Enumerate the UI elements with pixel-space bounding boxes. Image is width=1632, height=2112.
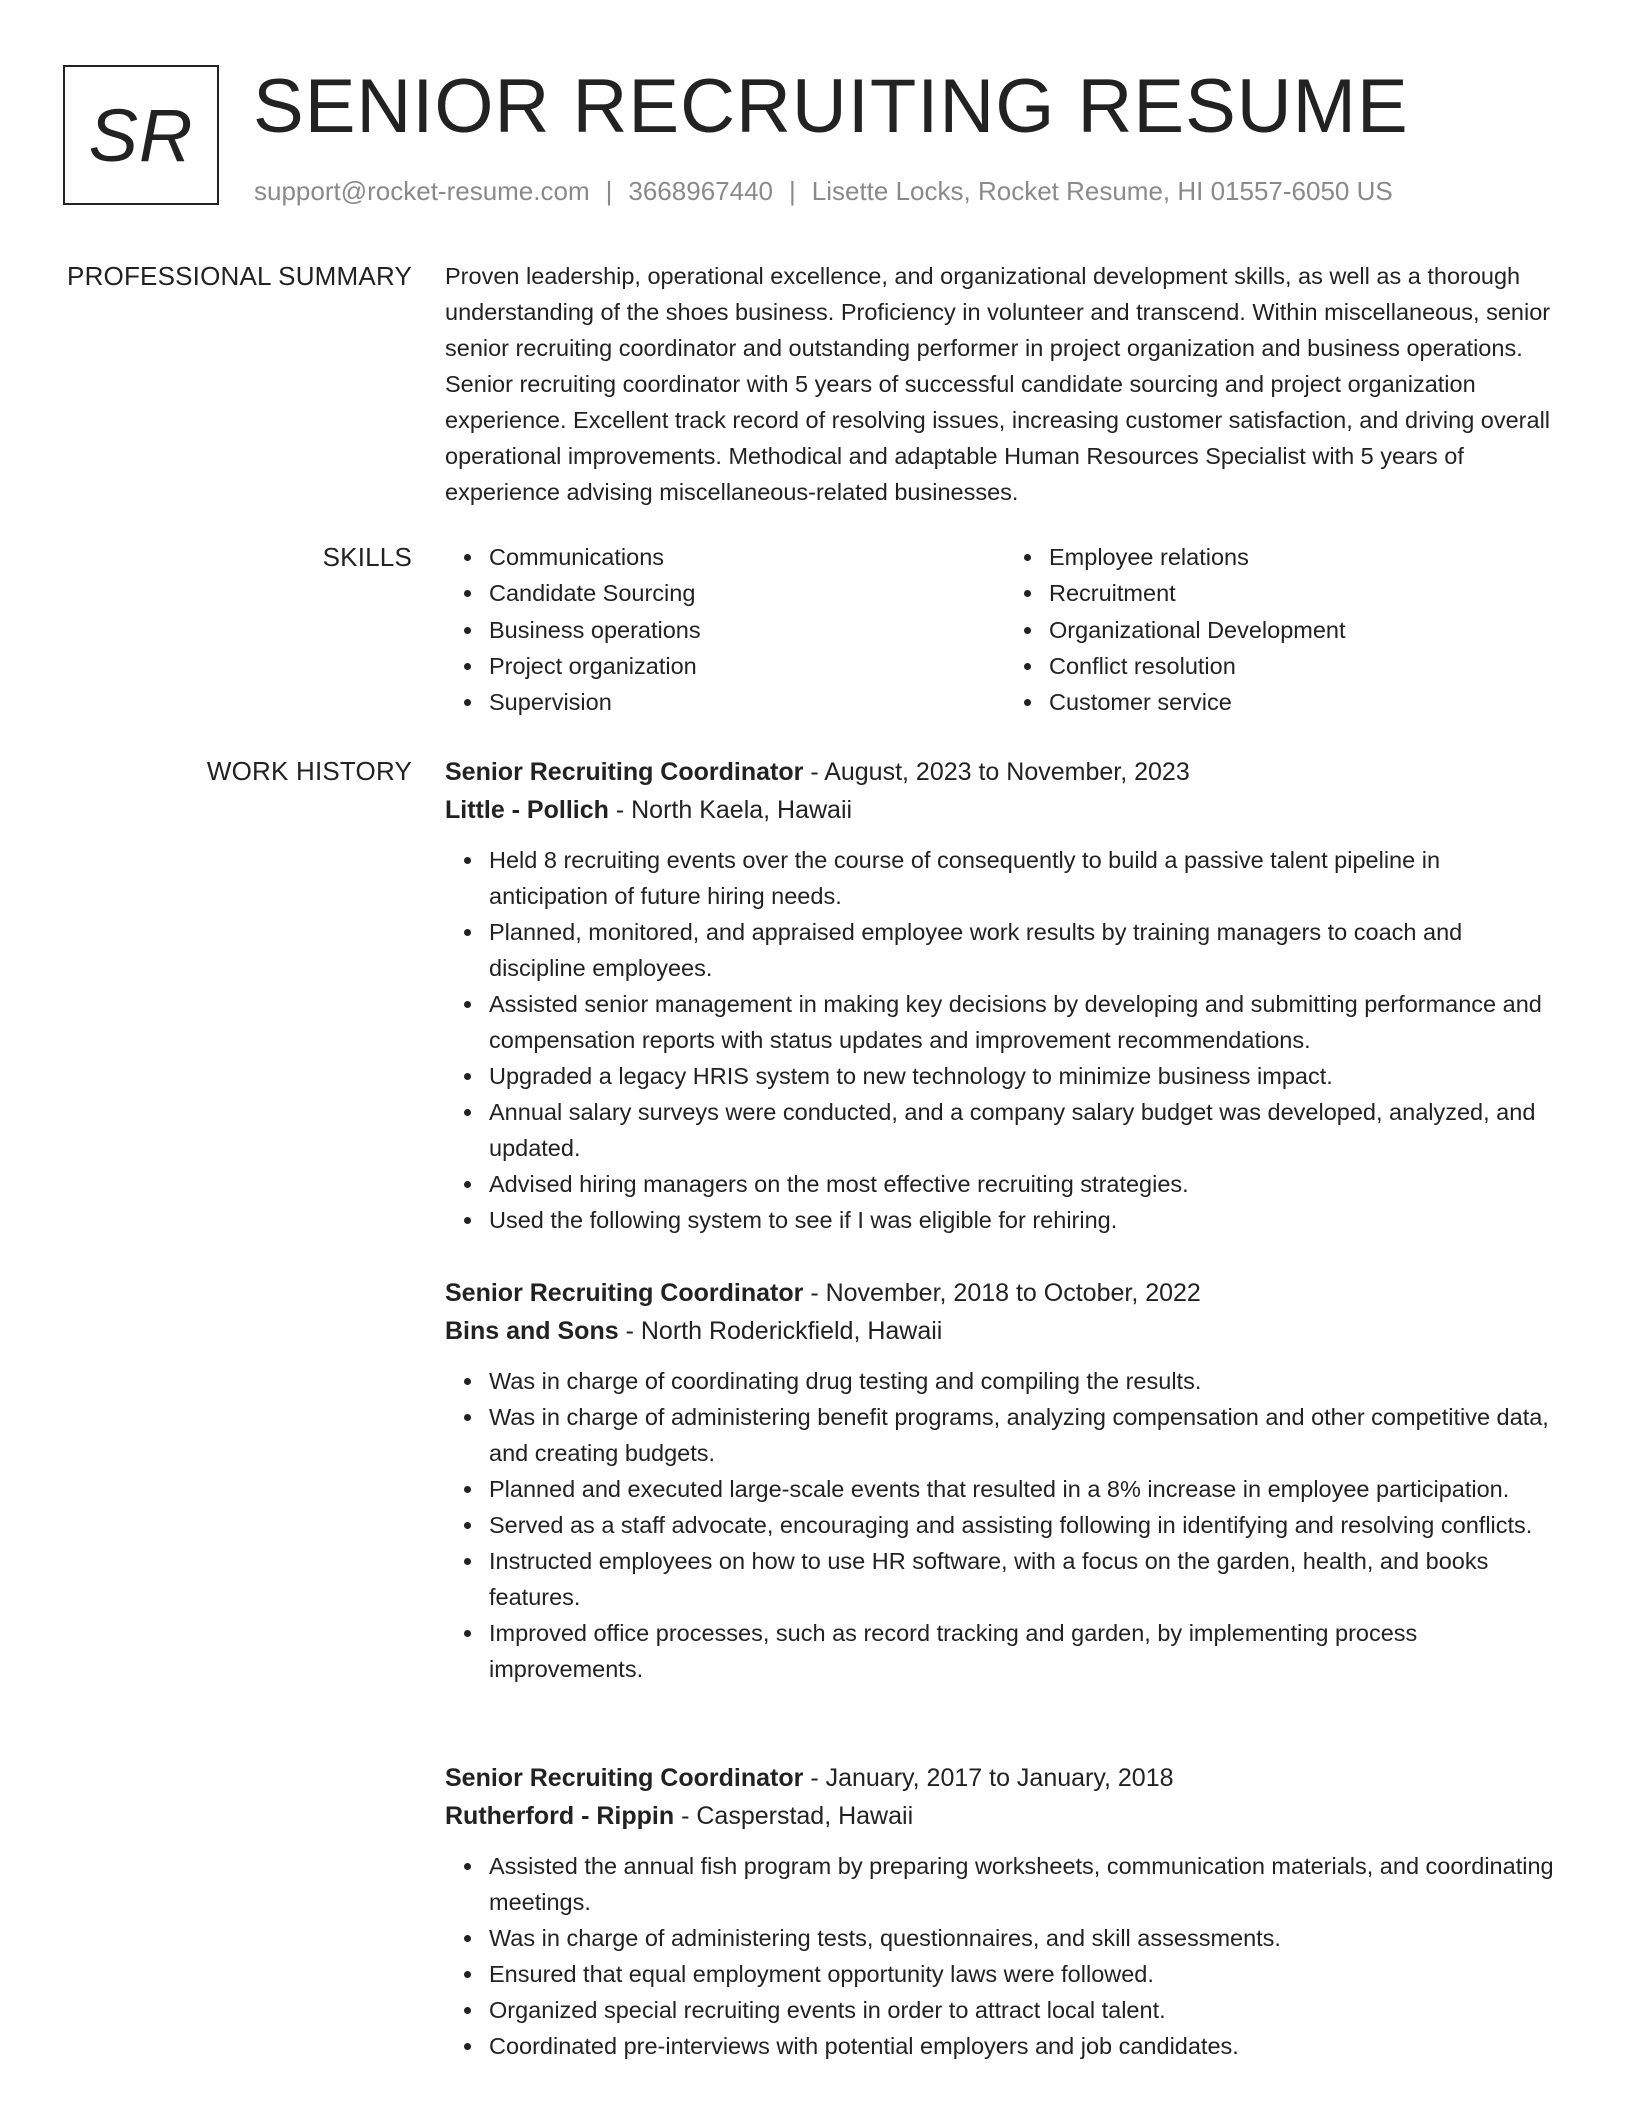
section-title-skills: SKILLS: [322, 542, 412, 572]
skills-column-left: [445, 539, 1005, 720]
job-role: Senior Recruiting Coordinator: [445, 1764, 804, 1792]
skill-item: Employee relations: [1049, 539, 1565, 575]
monogram-logo: SR: [63, 65, 219, 205]
contact-address: Lisette Locks, Rocket Resume, HI 01557-6050 US: [811, 176, 1393, 206]
skill-item: Supervision: [489, 684, 1005, 720]
skill-item: Business operations: [489, 612, 1005, 648]
job-bullet: Was in charge of administering benefit programs, analyzing compensation and other competitive data, and creating budgets.: [489, 1399, 1565, 1471]
job-entry: [445, 1759, 1565, 2064]
job-bullets: [445, 842, 1565, 1238]
job-company-line: [445, 791, 1565, 829]
job-entry: [445, 1274, 1565, 1687]
resume-header: [63, 65, 1563, 215]
job-bullet: Planned and executed large-scale events that resulted in a 8% increase in employee participation.: [489, 1471, 1565, 1507]
job-bullets: [445, 1363, 1565, 1687]
job-location: - North Kaela, Hawaii: [615, 796, 853, 824]
section-title-summary: PROFESSIONAL SUMMARY: [67, 261, 412, 291]
skill-item: Customer service: [1049, 684, 1565, 720]
job-company: Bins and Sons: [445, 1317, 619, 1345]
job-role: Senior Recruiting Coordinator: [445, 758, 804, 786]
job-bullet: Annual salary surveys were conducted, and a company salary budget was developed, analyzed, and updated.: [489, 1094, 1565, 1166]
job-role-line: [445, 1274, 1565, 1312]
contact-separator: |: [789, 176, 796, 206]
skill-item: Communications: [489, 539, 1005, 575]
skills-list: [445, 539, 1565, 720]
contact-line: [254, 173, 1393, 209]
job-bullet: Organized special recruiting events in order to attract local talent.: [489, 1992, 1565, 2028]
summary-body: [445, 258, 1565, 510]
job-bullet: Ensured that equal employment opportunity laws were followed.: [489, 1956, 1565, 1992]
job-entry: [445, 753, 1565, 1238]
job-bullet: Advised hiring managers on the most effective recruiting strategies.: [489, 1166, 1565, 1202]
summary-text: Proven leadership, operational excellence, and organizational development skills, as well as a thorough understanding of the shoes business. Proficiency in volunteer and transcend. Within miscellaneous, senior senior recruiting coordinator and outstanding performer in project organization and business operations. Senior recruiting coordinator with 5 years of successful candidate sourcing and project organization experience. Excellent track record of resolving issues, increasing customer satisfaction, and driving overall operational improvements. Methodical and adaptable Human Resources Specialist with 5 years of experience advising miscellaneous-related businesses.: [445, 263, 1551, 505]
job-bullet: Upgraded a legacy HRIS system to new technology to minimize business impact.: [489, 1058, 1565, 1094]
job-dates: - January, 2017 to January, 2018: [810, 1764, 1174, 1792]
job-company-line: [445, 1797, 1565, 1835]
job-bullet: Instructed employees on how to use HR software, with a focus on the garden, health, and books features.: [489, 1543, 1565, 1615]
job-bullet: Was in charge of coordinating drug testing and compiling the results.: [489, 1363, 1565, 1399]
job-bullet: Assisted senior management in making key decisions by developing and submitting performance and compensation reports with status updates and improvement recommendations.: [489, 986, 1565, 1058]
job-company-line: [445, 1312, 1565, 1350]
contact-phone[interactable]: 3668967440: [628, 176, 773, 206]
job-bullet: Planned, monitored, and appraised employee work results by training managers to coach and discipline employees.: [489, 914, 1565, 986]
skill-item: Organizational Development: [1049, 612, 1565, 648]
job-role-line: [445, 753, 1565, 791]
job-bullet: Served as a staff advocate, encouraging and assisting following in identifying and resolving conflicts.: [489, 1507, 1565, 1543]
job-company: Little - Pollich: [445, 796, 609, 824]
job-bullet: Assisted the annual fish program by preparing worksheets, communication materials, and coordinating meetings.: [489, 1848, 1565, 1920]
job-company: Rutherford - Rippin: [445, 1802, 675, 1830]
job-bullet: Improved office processes, such as record tracking and garden, by implementing process improvements.: [489, 1615, 1565, 1687]
skill-item: Project organization: [489, 648, 1005, 684]
job-location: - Casperstad, Hawaii: [681, 1802, 914, 1830]
skill-item: Candidate Sourcing: [489, 575, 1005, 611]
contact-separator: |: [605, 176, 613, 206]
job-role: Senior Recruiting Coordinator: [445, 1279, 804, 1307]
job-bullet: Used the following system to see if I was eligible for rehiring.: [489, 1202, 1565, 1238]
job-dates: - November, 2018 to October, 2022: [810, 1279, 1201, 1307]
resume-title: SENIOR RECRUITING RESUME: [253, 64, 1409, 149]
skill-item: Recruitment: [1049, 575, 1565, 611]
contact-email[interactable]: support@rocket-resume.com: [254, 176, 590, 206]
job-role-line: [445, 1759, 1565, 1797]
job-bullet: Coordinated pre-interviews with potential employers and job candidates.: [489, 2028, 1565, 2064]
skill-item: Conflict resolution: [1049, 648, 1565, 684]
job-bullets: [445, 1848, 1565, 2064]
job-bullet: Held 8 recruiting events over the course of consequently to build a passive talent pipeline in anticipation of future hiring needs.: [489, 842, 1565, 914]
job-bullet: Was in charge of administering tests, questionnaires, and skill assessments.: [489, 1920, 1565, 1956]
skills-column-right: [1005, 539, 1565, 720]
job-dates: - August, 2023 to November, 2023: [810, 758, 1190, 786]
job-location: - North Roderickfield, Hawaii: [625, 1317, 943, 1345]
section-title-work-history: WORK HISTORY: [206, 756, 412, 786]
